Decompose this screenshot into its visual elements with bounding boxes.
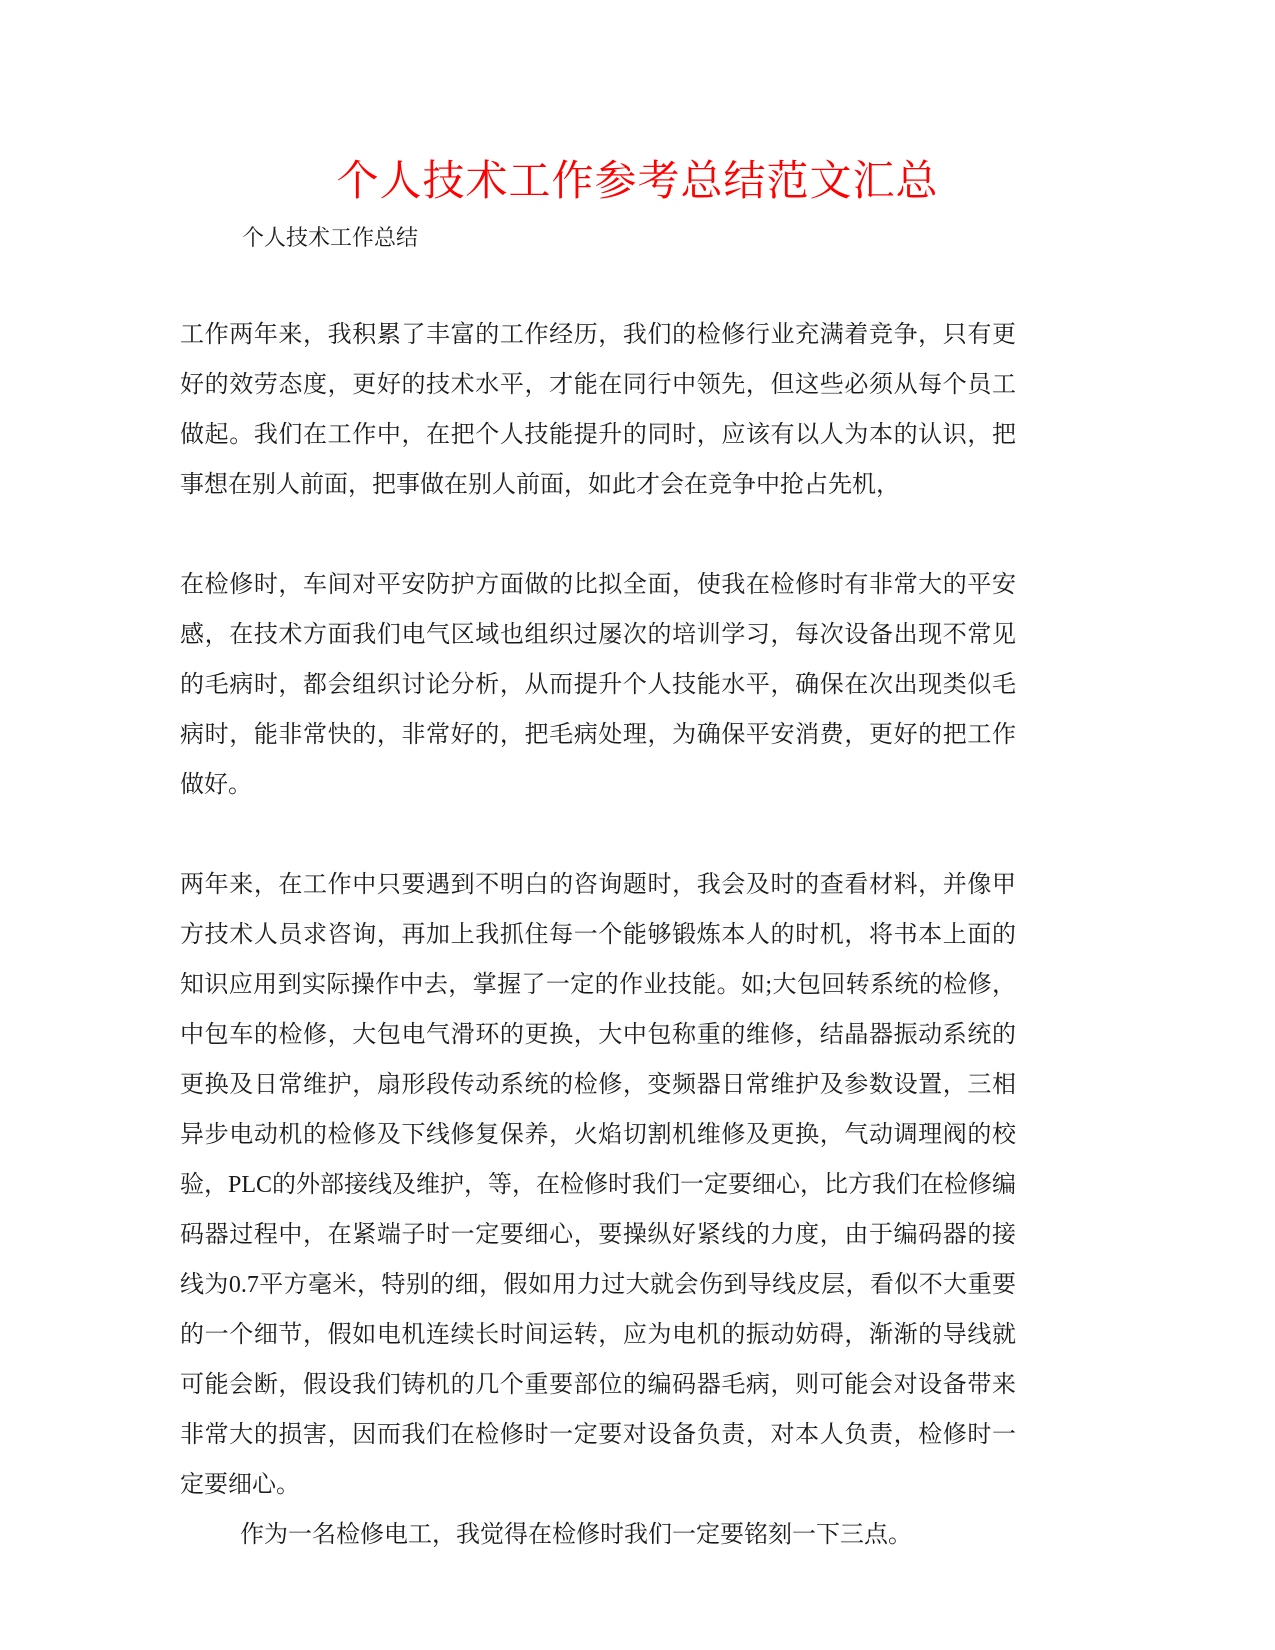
paragraph-3: 两年来，在工作中只要遇到不明白的咨询题时，我会及时的查看材料，并像甲方技术人员求咨询，再加上我抓住每一个能够锻炼本人的时机，将书本上面的知识应用到实际操作中去，掌握了一定的作业技能。如;大包回转系统的检修，中包车的检修，大包电气滑环的更换，大中包称重的维修，结晶器振动系统的更换及日常维护，扇形段传动系统的检修，变频器日常维护及参数设置，三相异步电动机的检修及下线修复保养，火焰切割机维修及更换，气动调理阀的校验，PLC的外部接线及维护，等，在检修时我们一定要细心，比方我们在检修编码器过程中，在紧端子时一定要细心，要操纵好紧线的力度，由于编码器的接线为0.7平方毫米，特别的细，假如用力过大就会伤到导线皮层，看似不大重要的一个细节，假如电机连续长时间运转，应为电机的振动妨碍，渐渐的导线就可能会断，假设我们铸机的几个重要部位的编码器毛病，则可能会对设备带来非常大的损害，因而我们在检修时一定要对设备负责，对本人负责，检修时一定要细心。 xyxy=(180,872,1017,1498)
paragraph-4: 作为一名检修电工，我觉得在检修时我们一定要铭刻一下三点。 xyxy=(240,1522,912,1548)
paragraph-1: 工作两年来，我积累了丰富的工作经历，我们的检修行业充满着竞争，只有更好的效劳态度，更好的技术水平，才能在同行中领先，但这些必须从每个员工做起。我们在工作中，在把个人技能提升的同时，应该有以人为本的认识，把事想在别人前面，把事做在别人前面，如此才会在竞争中抢占先机， xyxy=(180,322,1016,498)
paragraph-2: 在检修时，车间对平安防护方面做的比拟全面，使我在检修时有非常大的平安感，在技术方面我们电气区域也组织过屡次的培训学习，每次设备出现不常见的毛病时，都会组织讨论分析，从而提升个人技能水平，确保在次出现类似毛病时，能非常快的，非常好的，把毛病处理，为确保平安消费，更好的把工作做好。 xyxy=(180,572,1016,798)
document-title: 个人技术工作参考总结范文汇总 xyxy=(336,159,939,205)
document-body xyxy=(180,222,1016,1560)
document-subtitle: 个人技术工作总结 xyxy=(242,225,419,250)
